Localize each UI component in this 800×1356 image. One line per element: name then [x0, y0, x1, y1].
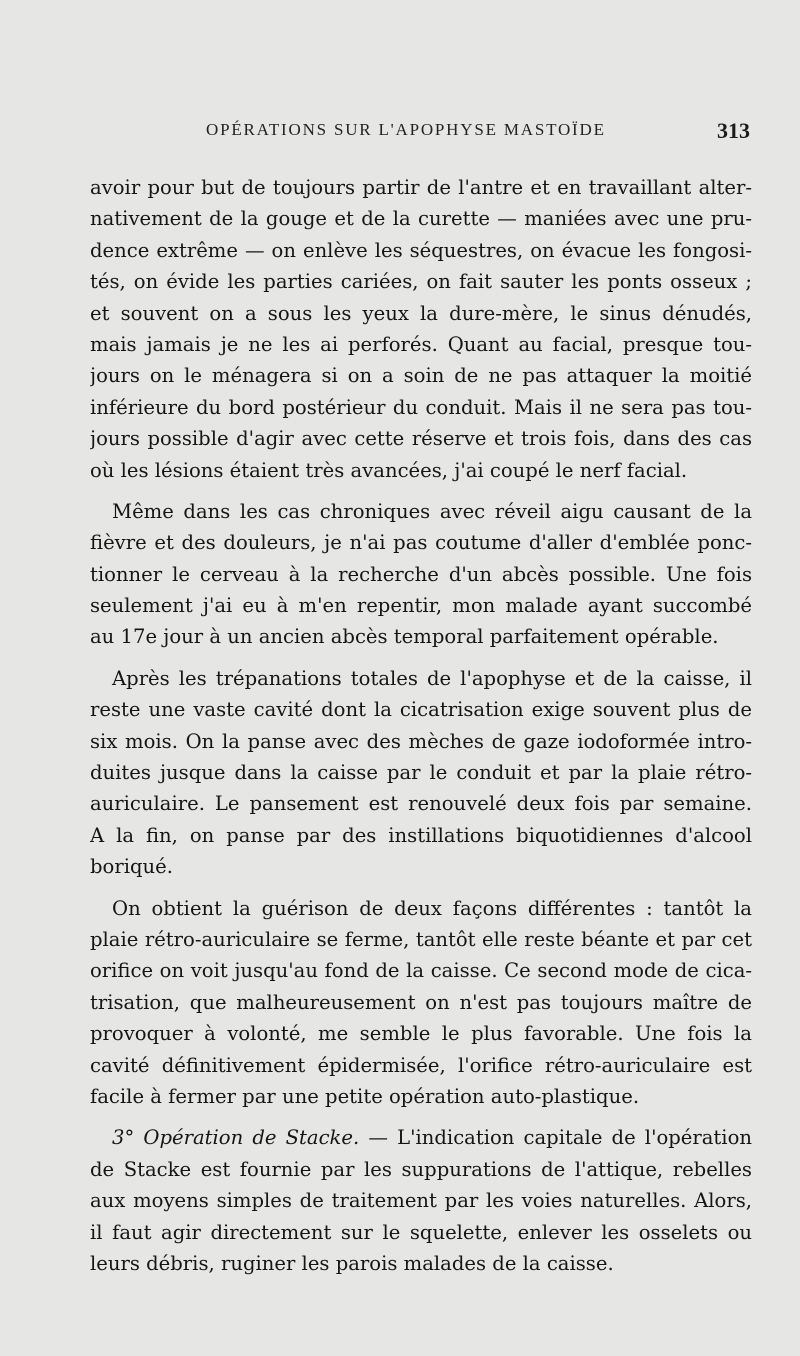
text-line: seulement j'ai eu à m'en repentir, mon malade ayant succombé: [90, 594, 752, 618]
text-line: plaie rétro-auriculaire se ferme, tantôt elle reste béante et par cet: [90, 927, 752, 951]
text-line: tés, on évide les parties cariées, on fait sauter les ponts osseux ;: [90, 270, 752, 294]
text-line: On obtient la guérison de deux façons différentes : tantôt la: [112, 896, 752, 920]
paragraph-4: [90, 893, 752, 1113]
text-line: boriqué.: [90, 855, 173, 879]
body-text: [90, 172, 752, 1279]
paragraph-2: [90, 496, 752, 653]
text-line: trisation, que malheureusement on n'est pas toujours maître de: [90, 990, 752, 1014]
text-line: [90, 1122, 752, 1153]
text-line: jours on le ménagera si on a soin de ne pas attaquer la moitié: [90, 364, 752, 388]
text-line: reste une vaste cavité dont la cicatrisation exige souvent plus de: [90, 698, 752, 722]
text-line: fièvre et des douleurs, je n'ai pas coutume d'aller d'emblée ponc-: [90, 531, 752, 555]
text-line: nativement de la gouge et de la curette — maniées avec une pru-: [90, 207, 752, 231]
running-head: OPÉRATIONS SUR L'APOPHYSE MASTOÏDE: [206, 120, 606, 139]
text-line: où les lésions étaient très avancées, j'ai coupé le nerf facial.: [90, 458, 688, 482]
text-line: au 17e jour à un ancien abcès temporal parfaitement opérable.: [90, 625, 719, 649]
text-line: cavité définitivement épidermisée, l'orifice rétro-auriculaire est: [90, 1053, 752, 1077]
section-heading: 3° Opération de Stacke.: [112, 1126, 360, 1150]
text-line: tionner le cerveau à la recherche d'un abcès possible. Une fois: [90, 562, 752, 586]
text-line: et souvent on a sous les yeux la dure-mère, le sinus dénudés,: [90, 301, 752, 325]
text-line: leurs débris, ruginer les parois malades de la caisse.: [90, 1251, 614, 1275]
text-line: Après les trépanations totales de l'apophyse et de la caisse, il: [112, 666, 752, 690]
text-line: provoquer à volonté, me semble le plus favorable. Une fois la: [90, 1022, 752, 1046]
text-line: six mois. On la panse avec des mèches de gaze iodoformée intro-: [90, 729, 752, 753]
text-line: mais jamais je ne les ai perforés. Quant au facial, presque tou-: [90, 332, 752, 356]
text-line: aux moyens simples de traitement par les voies naturelles. Alors,: [90, 1189, 752, 1213]
paragraph-5: [90, 1122, 752, 1279]
text-line: inférieure du bord postérieur du conduit. Mais il ne sera pas tou-: [90, 395, 752, 419]
text-line: orifice on voit jusqu'au fond de la caisse. Ce second mode de cica-: [90, 959, 752, 983]
text-line: auriculaire. Le pansement est renouvelé deux fois par semaine.: [90, 792, 752, 816]
page-number: 313: [717, 118, 750, 143]
text-line: duites jusque dans la caisse par le conduit et par la plaie rétro-: [90, 761, 752, 785]
text-span: — L'indication capitale de l'opération: [359, 1126, 752, 1150]
text-line: jours possible d'agir avec cette réserve et trois fois, dans des cas: [90, 427, 752, 451]
text-line: il faut agir directement sur le squelette, enlever les osselets ou: [90, 1220, 752, 1244]
text-line: dence extrême — on enlève les séquestres, on évacue les fongosi-: [90, 238, 752, 262]
text-line: avoir pour but de toujours partir de l'antre et en travaillant alter-: [90, 176, 752, 199]
text-line: Même dans les cas chroniques avec réveil aigu causant de la: [112, 499, 752, 523]
text-line: de Stacke est fournie par les suppurations de l'attique, rebelles: [90, 1157, 752, 1181]
text-line: facile à fermer par une petite opération auto-plastique.: [90, 1084, 640, 1108]
paragraph-1: [90, 172, 752, 486]
page-header: [90, 118, 750, 144]
paragraph-3: [90, 663, 752, 883]
text-line: A la fin, on panse par des instillations biquotidiennes d'alcool: [90, 823, 752, 847]
